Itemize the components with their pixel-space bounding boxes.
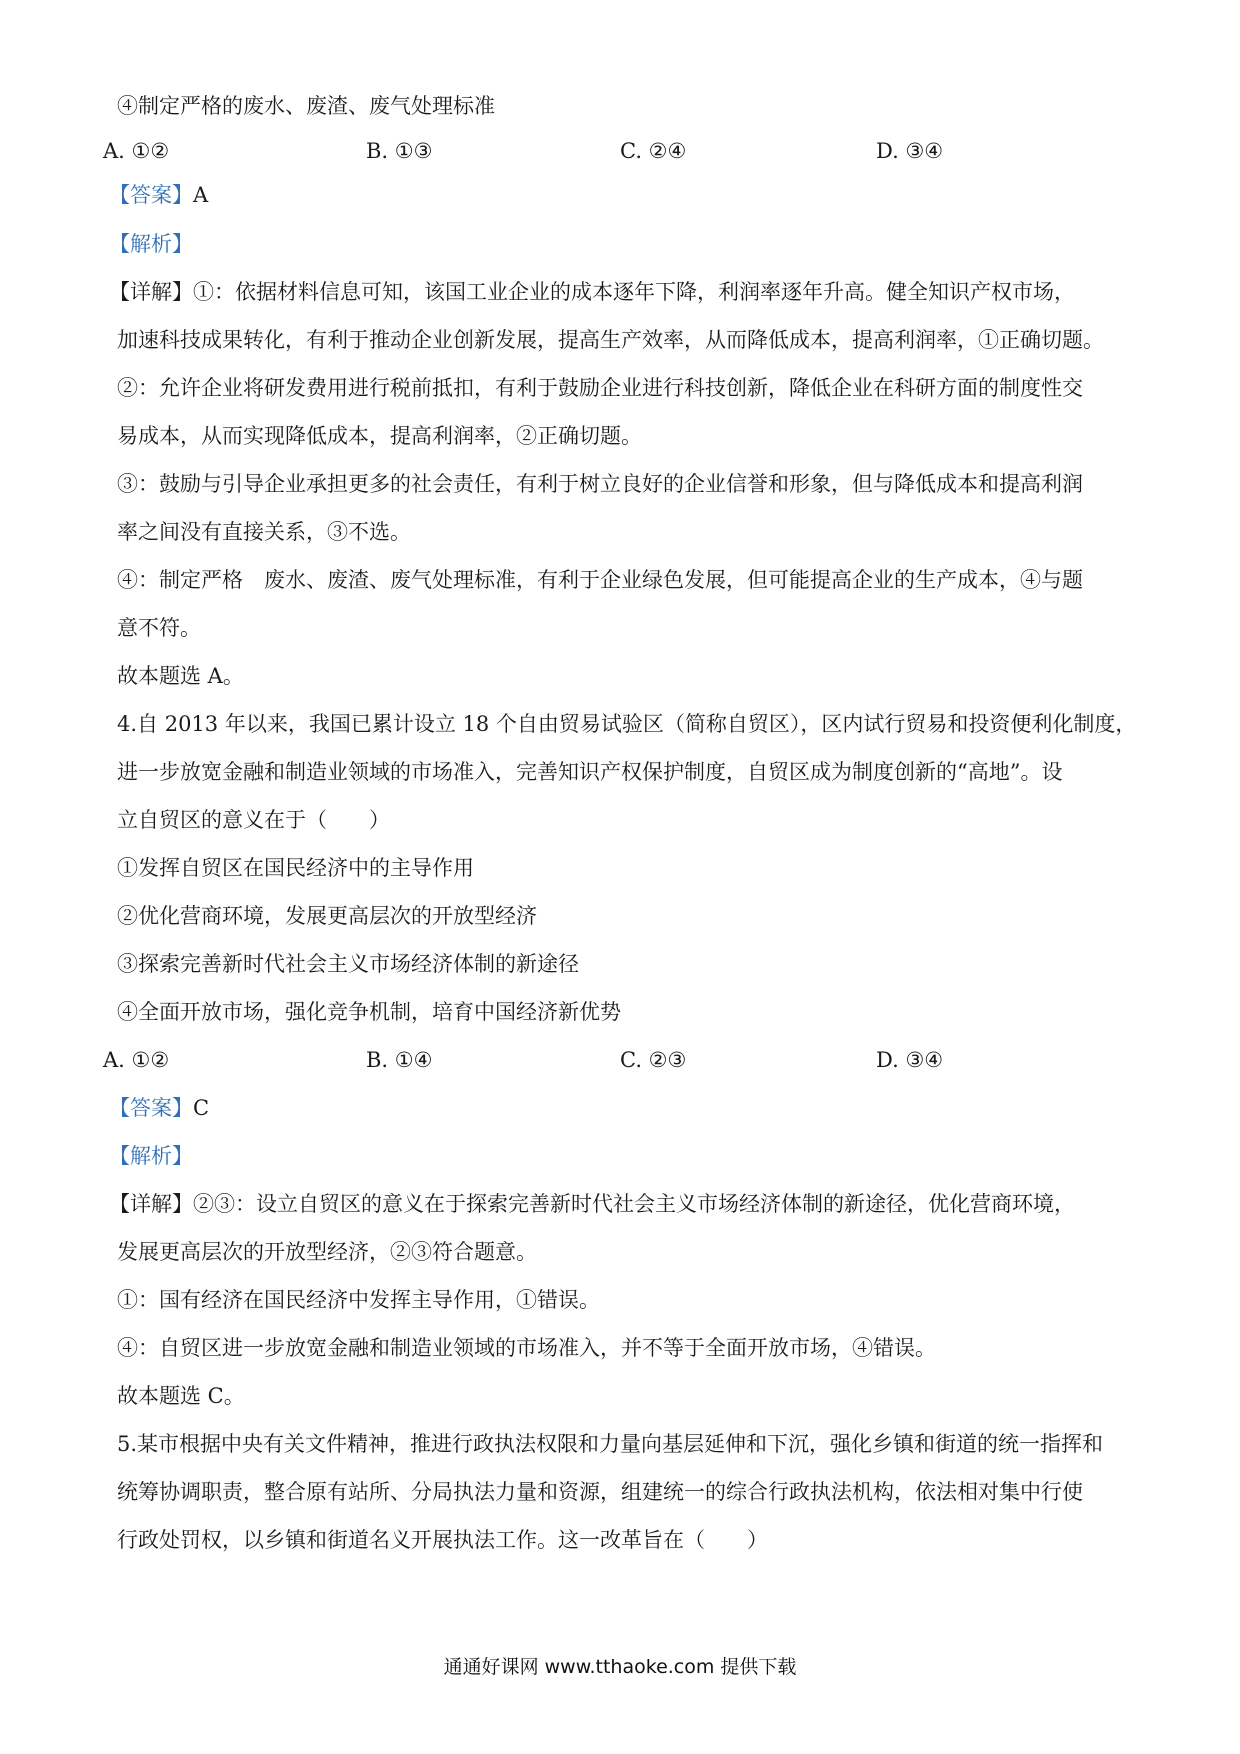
detail-label: 【详解】 <box>109 280 193 304</box>
q4-choice-d: D. ③④ <box>876 1048 944 1072</box>
q4-answer <box>109 1098 209 1119</box>
q4-choice-b: B. ①④ <box>366 1048 433 1072</box>
q3-choice-b: B. ①③ <box>366 139 433 163</box>
q4-option-3: ③探索完善新时代社会主义市场经济体制的新途径 <box>117 952 579 976</box>
q5-stem-line-1: 5.某市根据中央有关文件精神，推进行政执法权限和力量向基层延伸和下沉，强化乡镇和街道的统一指挥和 <box>117 1432 1104 1456</box>
q4-detail-line-4: ④：自贸区进一步放宽金融和制造业领域的市场准入，并不等于全面开放市场，④错误。 <box>117 1336 936 1360</box>
answer-value: C <box>193 1096 210 1120</box>
q3-answer <box>109 185 208 206</box>
q3-conclusion: 故本题选 A。 <box>117 664 244 688</box>
q3-detail-line-7: ④：制定严格 废水、废渣、废气处理标准，有利于企业绿色发展，但可能提高企业的生产成本，④与题 <box>117 568 1083 592</box>
q3-choice-c: C. ②④ <box>620 139 687 163</box>
q3-choice-d: D. ③④ <box>876 139 944 163</box>
answer-value: A <box>193 183 209 207</box>
q3-analysis-label: 【解析】 <box>109 232 193 256</box>
q4-stem-line-1: 4.自 2013 年以来，我国已累计设立 18 个自由贸易试验区（简称自贸区），区内试行贸易和投资便利化制度， <box>117 712 1137 736</box>
q3-detail-line-4: 易成本，从而实现降低成本，提高利润率，②正确切题。 <box>117 424 642 448</box>
answer-label: 【答案】 <box>109 1096 193 1120</box>
q4-stem-line-2: 进一步放宽金融和制造业领域的市场准入，完善知识产权保护制度，自贸区成为制度创新的“高地”。设 <box>117 760 1063 784</box>
q4-stem-line-3: 立自贸区的意义在于（ ） <box>117 808 390 832</box>
q4-choice-a: A. ①② <box>103 1048 170 1072</box>
detail-label: 【详解】 <box>109 1192 193 1216</box>
q3-choice-a: A. ①② <box>103 139 170 163</box>
q5-stem-line-3: 行政处罚权，以乡镇和街道名义开展执法工作。这一改革旨在（ ） <box>117 1528 768 1552</box>
q3-detail-line-5: ③：鼓励与引导企业承担更多的社会责任，有利于树立良好的企业信誉和形象，但与降低成本和提高利润 <box>117 472 1083 496</box>
q3-detail-line-2: 加速科技成果转化，有利于推动企业创新发展，提高生产效率，从而降低成本，提高利润率，①正确切题。 <box>117 328 1104 352</box>
q4-option-2: ②优化营商环境，发展更高层次的开放型经济 <box>117 904 537 928</box>
q3-option-4: ④制定严格的废水、废渣、废气处理标准 <box>117 94 495 118</box>
q4-conclusion: 故本题选 C。 <box>117 1384 245 1408</box>
q4-detail-line-2: 发展更高层次的开放型经济，②③符合题意。 <box>117 1240 537 1264</box>
q3-detail-line-3: ②：允许企业将研发费用进行税前抵扣，有利于鼓励企业进行科技创新，降低企业在科研方面的制度性交 <box>117 376 1083 400</box>
q4-choice-c: C. ②③ <box>620 1048 687 1072</box>
q4-option-4: ④全面开放市场，强化竞争机制，培育中国经济新优势 <box>117 1000 621 1024</box>
answer-label: 【答案】 <box>109 183 193 207</box>
q4-detail-line-1: 【详解】②③：设立自贸区的意义在于探索完善新时代社会主义市场经济体制的新途径，优化营商环境， <box>109 1192 1075 1216</box>
q3-detail-line-1: 【详解】①：依据材料信息可知，该国工业企业的成本逐年下降，利润率逐年升高。健全知识产权市场， <box>109 280 1075 304</box>
q4-option-1: ①发挥自贸区在国民经济中的主导作用 <box>117 856 474 880</box>
q4-analysis-label: 【解析】 <box>109 1144 193 1168</box>
page-footer: 通通好课网 www.tthaoke.com 提供下载 <box>443 1656 797 1678</box>
q5-stem-line-2: 统筹协调职责，整合原有站所、分局执法力量和资源，组建统一的综合行政执法机构，依法相对集中行使 <box>117 1480 1083 1504</box>
q4-detail-line-3: ①：国有经济在国民经济中发挥主导作用，①错误。 <box>117 1288 600 1312</box>
q3-detail-line-8: 意不符。 <box>117 616 201 640</box>
q3-detail-line-6: 率之间没有直接关系，③不选。 <box>117 520 411 544</box>
